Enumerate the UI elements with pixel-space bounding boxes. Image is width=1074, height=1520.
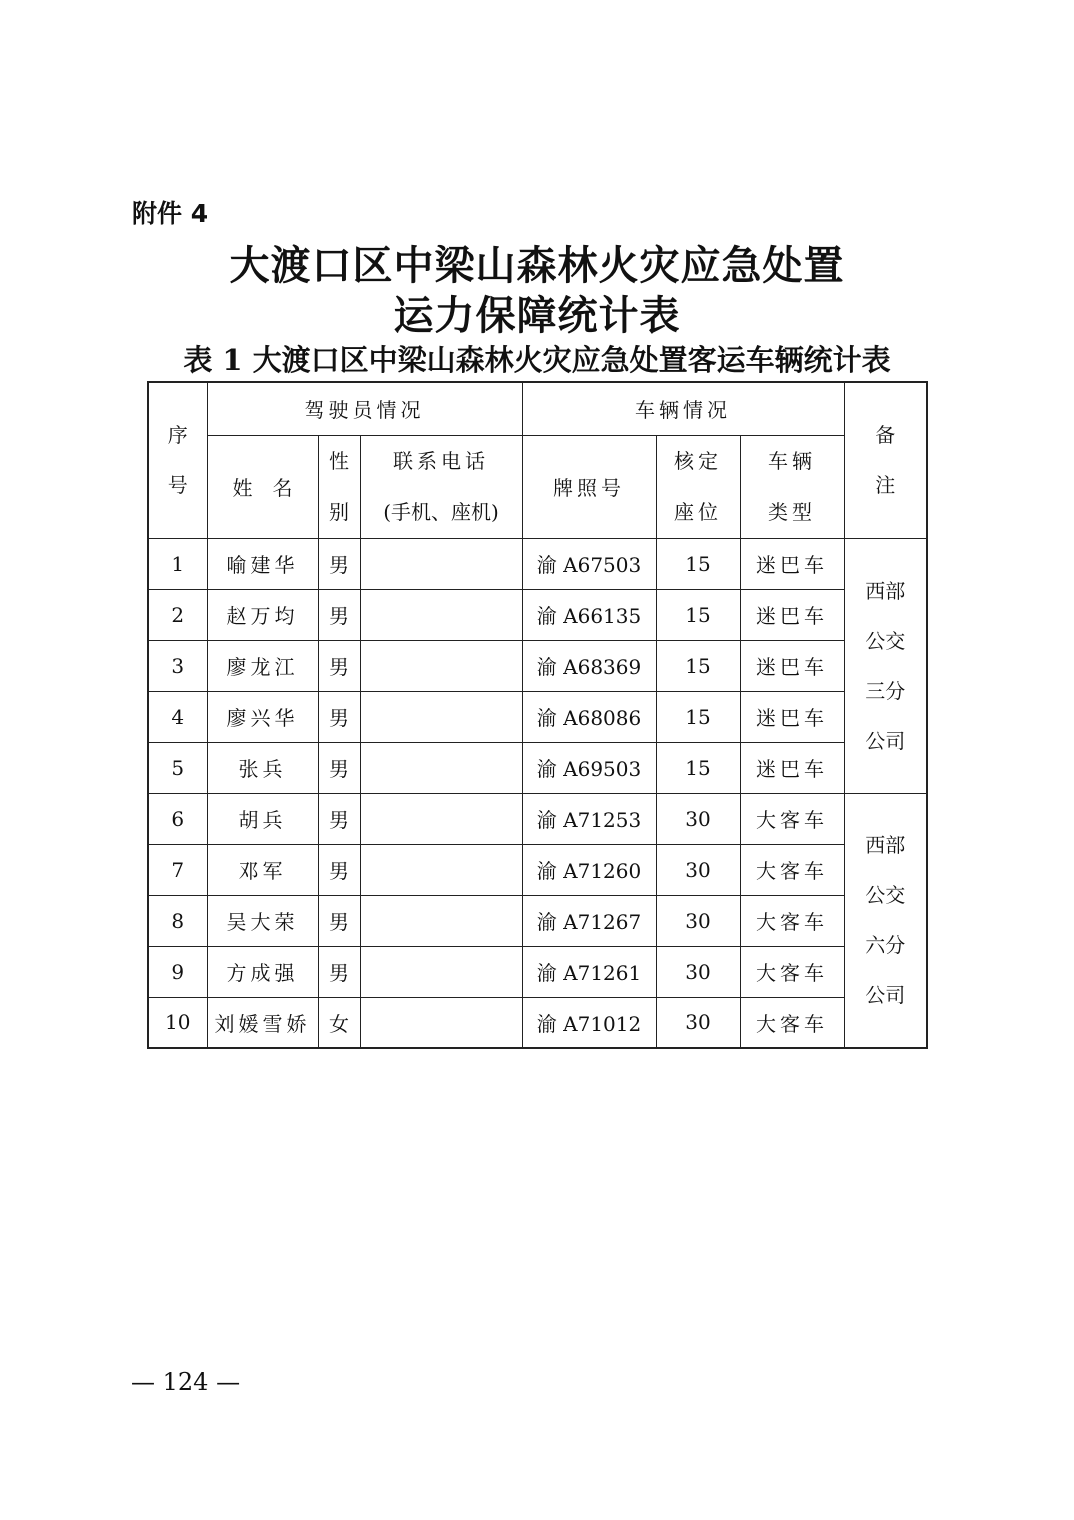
cell-plate: 渝 A71260 xyxy=(522,844,656,895)
cell-phone xyxy=(360,793,522,844)
cell-gender: 男 xyxy=(318,946,360,997)
header-seats: 核定 座位 xyxy=(656,435,740,538)
header-row-1 xyxy=(148,382,927,435)
cell-plate: 渝 A69503 xyxy=(522,742,656,793)
cell-plate: 渝 A68369 xyxy=(522,640,656,691)
table-row xyxy=(148,691,927,742)
page-title-line2: 运力保障统计表 xyxy=(393,292,681,339)
header-name: 姓 名 xyxy=(207,435,318,538)
table-row xyxy=(148,640,927,691)
cell-gender: 男 xyxy=(318,640,360,691)
cell-seats: 30 xyxy=(656,997,740,1048)
table-row xyxy=(148,538,927,589)
header-remark: 备 注 xyxy=(844,382,927,538)
table-row xyxy=(148,946,927,997)
cell-phone xyxy=(360,742,522,793)
cell-name: 刘媛雪娇 xyxy=(207,997,318,1048)
header-type: 车辆 类型 xyxy=(740,435,844,538)
cell-seats: 15 xyxy=(656,589,740,640)
cell-seats: 30 xyxy=(656,793,740,844)
cell-seats: 30 xyxy=(656,946,740,997)
cell-type: 迷巴车 xyxy=(740,640,844,691)
cell-seq: 2 xyxy=(148,589,207,640)
cell-plate: 渝 A71012 xyxy=(522,997,656,1048)
cell-type: 大客车 xyxy=(740,895,844,946)
header-seq: 序 号 xyxy=(148,382,207,538)
header-vehicle-group: 车辆情况 xyxy=(522,382,844,435)
page-number: — 124 — xyxy=(131,1368,241,1396)
cell-phone xyxy=(360,946,522,997)
cell-gender: 男 xyxy=(318,589,360,640)
table-row xyxy=(148,895,927,946)
header-plate: 牌照号 xyxy=(522,435,656,538)
cell-name: 吴大荣 xyxy=(207,895,318,946)
cell-phone xyxy=(360,538,522,589)
cell-seats: 15 xyxy=(656,742,740,793)
cell-phone xyxy=(360,997,522,1048)
cell-type: 迷巴车 xyxy=(740,538,844,589)
cell-seq: 10 xyxy=(148,997,207,1048)
cell-type: 迷巴车 xyxy=(740,742,844,793)
cell-seats: 15 xyxy=(656,691,740,742)
cell-phone xyxy=(360,844,522,895)
table-row xyxy=(148,844,927,895)
table-row xyxy=(148,742,927,793)
table-row xyxy=(148,997,927,1048)
cell-plate: 渝 A67503 xyxy=(522,538,656,589)
table-row xyxy=(148,589,927,640)
cell-seats: 30 xyxy=(656,844,740,895)
cell-phone xyxy=(360,691,522,742)
cell-plate: 渝 A68086 xyxy=(522,691,656,742)
cell-seats: 15 xyxy=(656,640,740,691)
cell-plate: 渝 A71253 xyxy=(522,793,656,844)
page-title-line1: 大渡口区中梁山森林火灾应急处置 xyxy=(229,242,845,289)
cell-seats: 15 xyxy=(656,538,740,589)
cell-gender: 女 xyxy=(318,997,360,1048)
cell-seq: 3 xyxy=(148,640,207,691)
cell-seq: 7 xyxy=(148,844,207,895)
cell-seq: 5 xyxy=(148,742,207,793)
cell-gender: 男 xyxy=(318,895,360,946)
header-phone: 联系电话 (手机、座机) xyxy=(360,435,522,538)
vehicle-table xyxy=(147,381,928,1049)
table-row xyxy=(148,793,927,844)
cell-gender: 男 xyxy=(318,844,360,895)
cell-gender: 男 xyxy=(318,742,360,793)
cell-type: 大客车 xyxy=(740,997,844,1048)
cell-plate: 渝 A71261 xyxy=(522,946,656,997)
cell-seq: 6 xyxy=(148,793,207,844)
cell-plate: 渝 A66135 xyxy=(522,589,656,640)
cell-phone xyxy=(360,589,522,640)
remark-group-1: 西部 公交 三分 公司 xyxy=(844,538,927,793)
cell-type: 迷巴车 xyxy=(740,589,844,640)
header-driver-group: 驾驶员情况 xyxy=(207,382,522,435)
cell-phone xyxy=(360,895,522,946)
cell-name: 廖龙江 xyxy=(207,640,318,691)
cell-name: 邓军 xyxy=(207,844,318,895)
cell-name: 张兵 xyxy=(207,742,318,793)
cell-name: 方成强 xyxy=(207,946,318,997)
header-row-2 xyxy=(148,435,927,538)
cell-phone xyxy=(360,640,522,691)
cell-type: 大客车 xyxy=(740,793,844,844)
cell-seq: 1 xyxy=(148,538,207,589)
table-caption: 表 1 大渡口区中梁山森林火灾应急处置客运车辆统计表 xyxy=(183,343,891,377)
cell-name: 赵万均 xyxy=(207,589,318,640)
cell-name: 胡兵 xyxy=(207,793,318,844)
cell-seq: 4 xyxy=(148,691,207,742)
cell-seats: 30 xyxy=(656,895,740,946)
attachment-label: 附件 4 xyxy=(132,199,209,228)
cell-gender: 男 xyxy=(318,793,360,844)
cell-plate: 渝 A71267 xyxy=(522,895,656,946)
cell-type: 迷巴车 xyxy=(740,691,844,742)
cell-type: 大客车 xyxy=(740,844,844,895)
remark-group-2: 西部 公交 六分 公司 xyxy=(844,793,927,1048)
cell-type: 大客车 xyxy=(740,946,844,997)
cell-name: 廖兴华 xyxy=(207,691,318,742)
cell-name: 喻建华 xyxy=(207,538,318,589)
cell-seq: 8 xyxy=(148,895,207,946)
cell-gender: 男 xyxy=(318,691,360,742)
cell-gender: 男 xyxy=(318,538,360,589)
header-gender: 性 别 xyxy=(318,435,360,538)
cell-seq: 9 xyxy=(148,946,207,997)
